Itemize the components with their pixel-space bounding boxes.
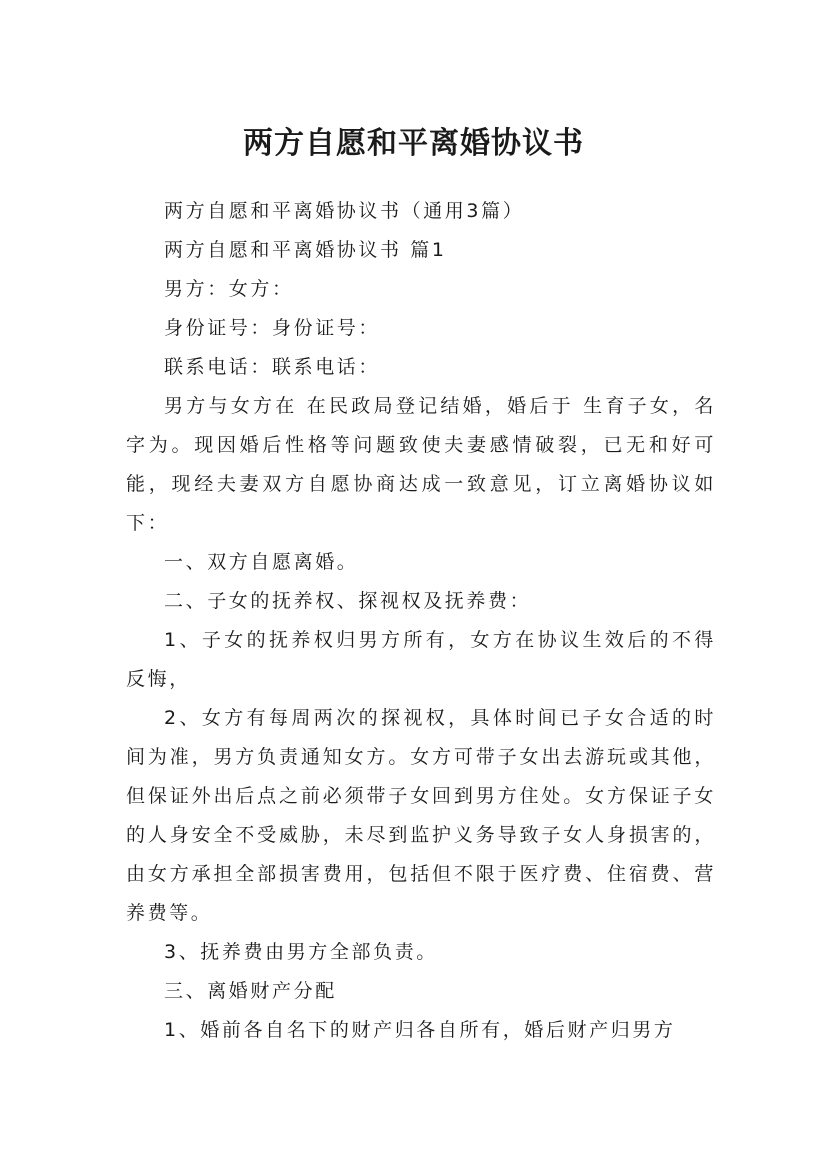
paragraph-clause-2-2: 2、女方有每周两次的探视权，具体时间已子女合适的时间为准，男方负责通知女方。女方可带子女出去游玩或其他，但保证外出后点之前必须带子女回到男方住处。女方保证子女的人身安全不受威胁，未尽到监护义务导致子女人身损害的，由女方承担全部损害费用，包括但不限于医疗费、住宿费、营养费等。 [126, 707, 716, 924]
paragraph-clause-2-3: 3、抚养费由男方全部负责。 [164, 941, 438, 963]
paragraph-clause-2-1: 1、子女的抚养权归男方所有，女方在协议生效后的不得反悔， [126, 629, 716, 690]
paragraph-id-numbers: 身份证号：身份证号： [164, 317, 381, 339]
paragraph-parties: 男方：女方： [164, 278, 294, 300]
paragraph-clause-3: 三、离婚财产分配 [164, 980, 337, 1002]
document-body [126, 192, 716, 1050]
paragraph-preamble: 男方与女方在 在民政局登记结婚，婚后于 生育子女，名字为。现因婚后性格等问题致使夫妻感情破裂，已无和好可能，现经夫妻双方自愿协商达成一致意见，订立离婚协议如下： [126, 395, 716, 534]
paragraph-clause-3-1: 1、婚前各自名下的财产归各自所有，婚后财产归男方 [164, 1019, 676, 1041]
document-title: 两方自愿和平离婚协议书 [243, 126, 584, 162]
paragraph-clause-2: 二、子女的抚养权、探视权及抚养费： [164, 590, 532, 612]
paragraph-clause-1: 一、双方自愿离婚。 [164, 551, 359, 573]
paragraph-subtitle: 两方自愿和平离婚协议书（通用3篇） [164, 200, 525, 222]
paragraph-phone-numbers: 联系电话：联系电话： [164, 356, 381, 378]
paragraph-section-heading: 两方自愿和平离婚协议书 篇1 [164, 239, 447, 261]
